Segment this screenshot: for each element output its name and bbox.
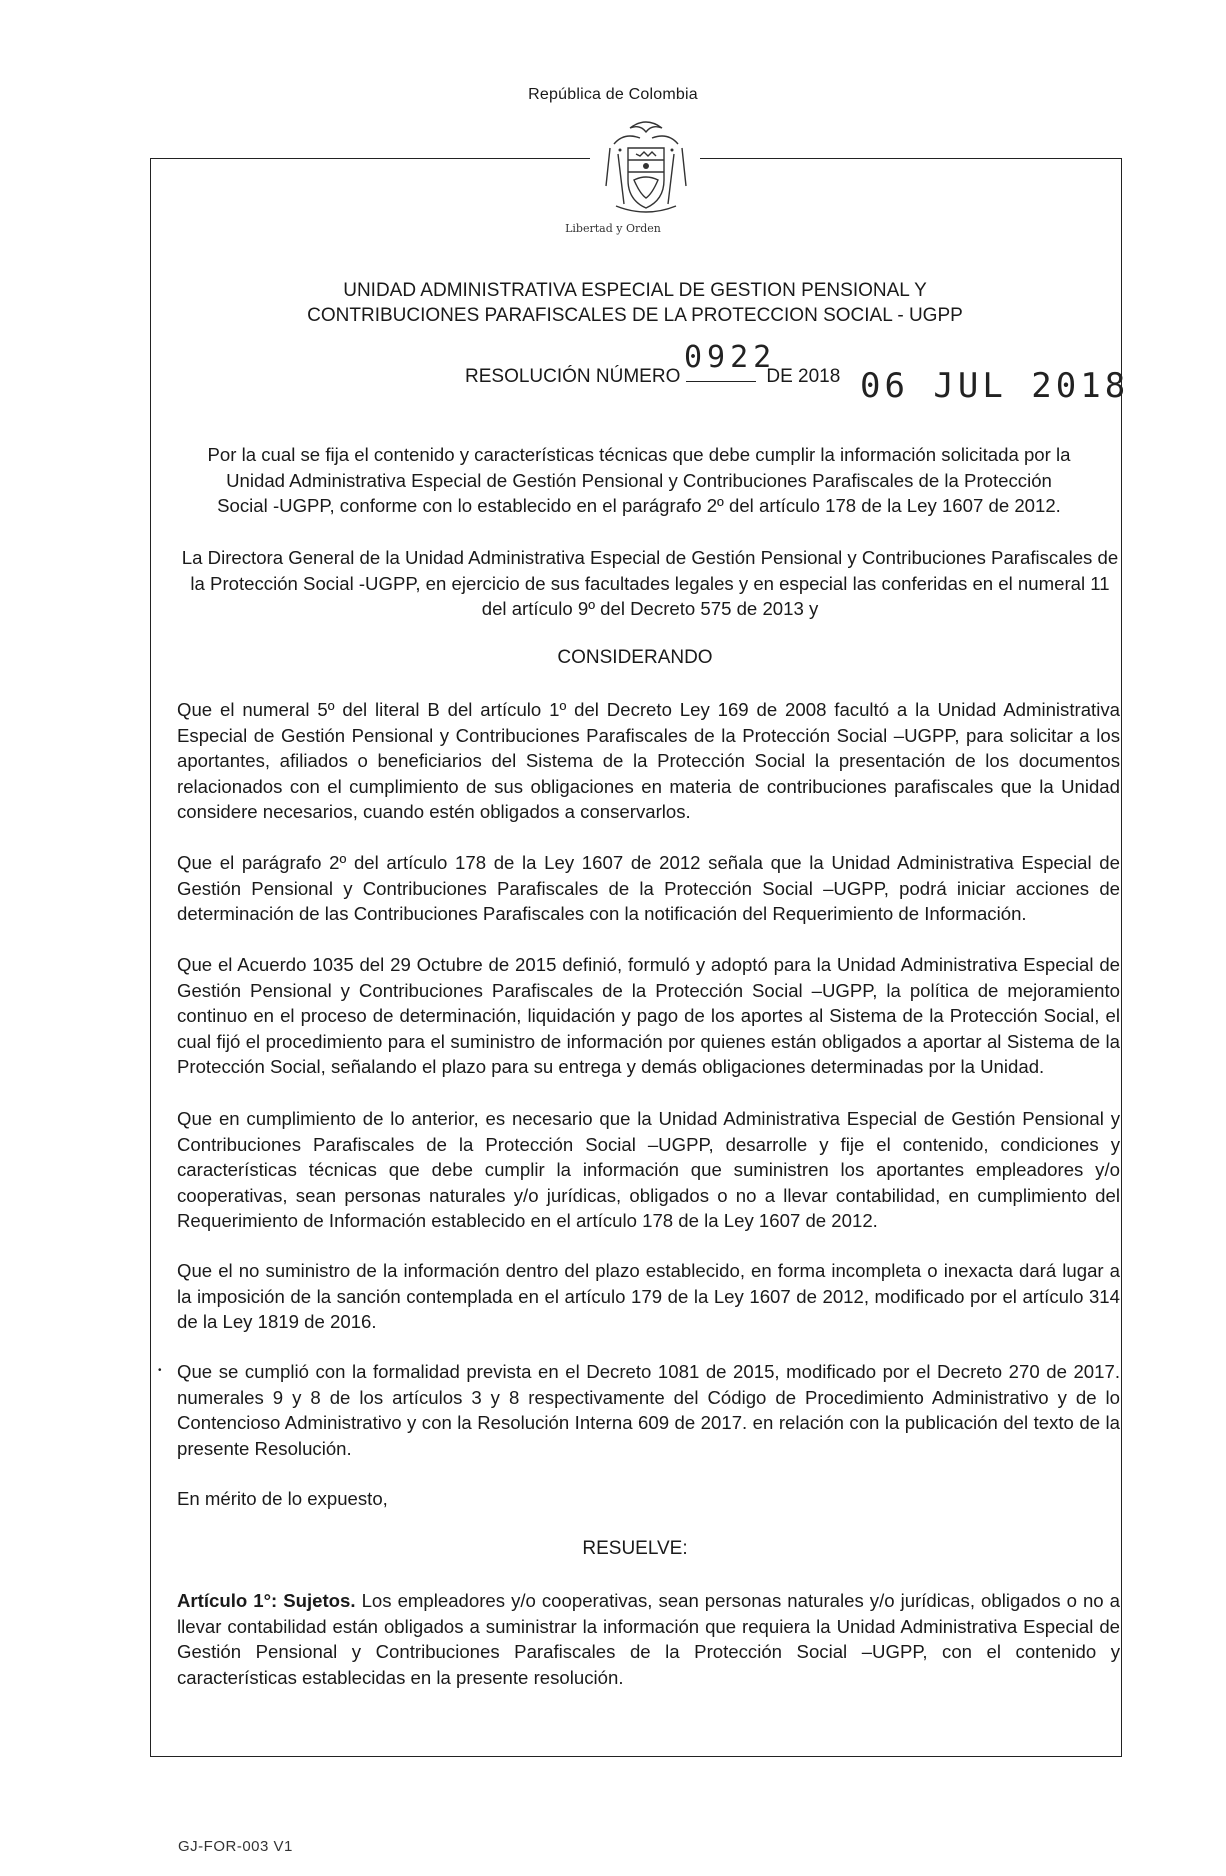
- motto: Libertad y Orden: [565, 222, 661, 235]
- preamble: La Directora General de la Unidad Administrativa Especial de Gestión Pensional y Contribuciones Parafiscales de la Protección Social -UGPP, en ejercicio de sus facultades legales y en especial las conferidas en el numeral 11 del artículo 9º del Decreto 575 de 2013 y: [181, 547, 1119, 619]
- entity-name-line-1: UNIDAD ADMINISTRATIVA ESPECIAL DE GESTION PENSIONAL Y: [343, 280, 927, 301]
- consideration-3: Que el Acuerdo 1035 del 29 Octubre de 2015 definió, formuló y adoptó para la Unidad Administrativa Especial de Gestión Pensional y Contribuciones Parafiscales de la Protección Social –UGPP, la política de mejoramiento continuo en el proceso de determinación, liquidación y pago de los aportes al Sistema de la Protección Social, el cual fijó el procedimiento para el suministro de información por quienes están obligados a aportar al Sistema de la Protección Social, señalando el plazo para su entrega y demás obligaciones determinadas por la Unidad.: [177, 954, 1120, 1077]
- entity-name: [150, 278, 1120, 328]
- resolution-line: [465, 366, 840, 388]
- resolves-heading: RESUELVE:: [582, 1538, 688, 1559]
- entity-name-line-2: CONTRIBUCIONES PARAFISCALES DE LA PROTECCION SOCIAL - UGPP: [307, 305, 963, 326]
- merit-statement: En mérito de lo expuesto,: [177, 1488, 388, 1509]
- article-1-title: Artículo 1°: Sujetos.: [177, 1590, 356, 1611]
- resolution-number: 0922: [684, 340, 777, 375]
- considering-heading: CONSIDERANDO: [557, 647, 713, 668]
- date-stamp: 06 JUL 2018: [860, 366, 1130, 406]
- number-blank: [686, 380, 756, 382]
- article-1-text: Los empleadores y/o cooperativas, sean personas naturales y/o jurídicas, obligados o no a llevar contabilidad están obligados a suministrar la información que requiera la Unidad Administrativa Especial de Gestión Pensional y Contribuciones Parafiscales de la Protección Social –UGPP, con el contenido y características establecidas en la presente resolución.: [177, 1590, 1121, 1688]
- summary: Por la cual se fija el contenido y características técnicas que debe cumplir la información solicitada por la Unidad Administrativa Especial de Gestión Pensional y Contribuciones Parafiscales de la Protección Social -UGPP, conforme con lo establecido en el parágrafo 2º del artículo 178 de la Ley 1607 de 2012.: [207, 444, 1071, 516]
- resolution-label: RESOLUCIÓN NÚMERO: [465, 366, 681, 387]
- consideration-5: Que el no suministro de la información dentro del plazo establecido, en forma incompleta o inexacta dará lugar a la imposición de la sanción contemplada en el artículo 179 de la Ley 1607 de 2012, modificado por el artículo 314 de la Ley 1819 de 2016.: [177, 1260, 1120, 1332]
- country-heading: República de Colombia: [528, 86, 698, 103]
- coat-of-arms-icon: [600, 114, 692, 224]
- consideration-1: Que el numeral 5º del literal B del artículo 1º del Decreto Ley 169 de 2008 facultó a la Unidad Administrativa Especial de Gestión Pensional y Contribuciones Parafiscales de la Protección Social –UGPP, para solicitar a los aportantes, afiliados o beneficiarios del Sistema de la Protección Social la presentación de los documentos relacionados con el cumplimiento de sus obligaciones en materia de contribuciones parafiscales que la Unidad considere necesarios, cuando estén obligados a conservarlos.: [177, 699, 1120, 822]
- form-code: GJ-FOR-003 V1: [178, 1838, 293, 1855]
- consideration-6: Que se cumplió con la formalidad prevista en el Decreto 1081 de 2015, modificado por el Decreto 270 de 2017. numerales 9 y 8 de los artículos 3 y 8 respectivamente del Código de Procedimiento Administrativo y de lo Contencioso Administrativo y con la Resolución Interna 609 de 2017. en relación con la publicación del texto de la presente Resolución.: [177, 1361, 1120, 1459]
- article-1: [177, 1588, 1120, 1690]
- margin-mark: •: [158, 1365, 162, 1376]
- resolution-year: DE 2018: [766, 366, 841, 387]
- consideration-4: Que en cumplimiento de lo anterior, es necesario que la Unidad Administrativa Especial de Gestión Pensional y Contribuciones Parafiscales de la Protección Social –UGPP, desarrolle y fije el contenido, condiciones y características técnicas que debe cumplir la información que suministren los aportantes empleadores y/o cooperativas, sean personas naturales y/o jurídicas, obligados o no a llevar contabilidad, en cumplimiento del Requerimiento de Información establecido en el artículo 178 de la Ley 1607 de 2012.: [177, 1108, 1120, 1231]
- consideration-2: Que el parágrafo 2º del artículo 178 de la Ley 1607 de 2012 señala que la Unidad Administrativa Especial de Gestión Pensional y Contribuciones Parafiscales de la Protección Social –UGPP, podrá iniciar acciones de determinación de las Contribuciones Parafiscales con la notificación del Requerimiento de Información.: [177, 852, 1120, 924]
